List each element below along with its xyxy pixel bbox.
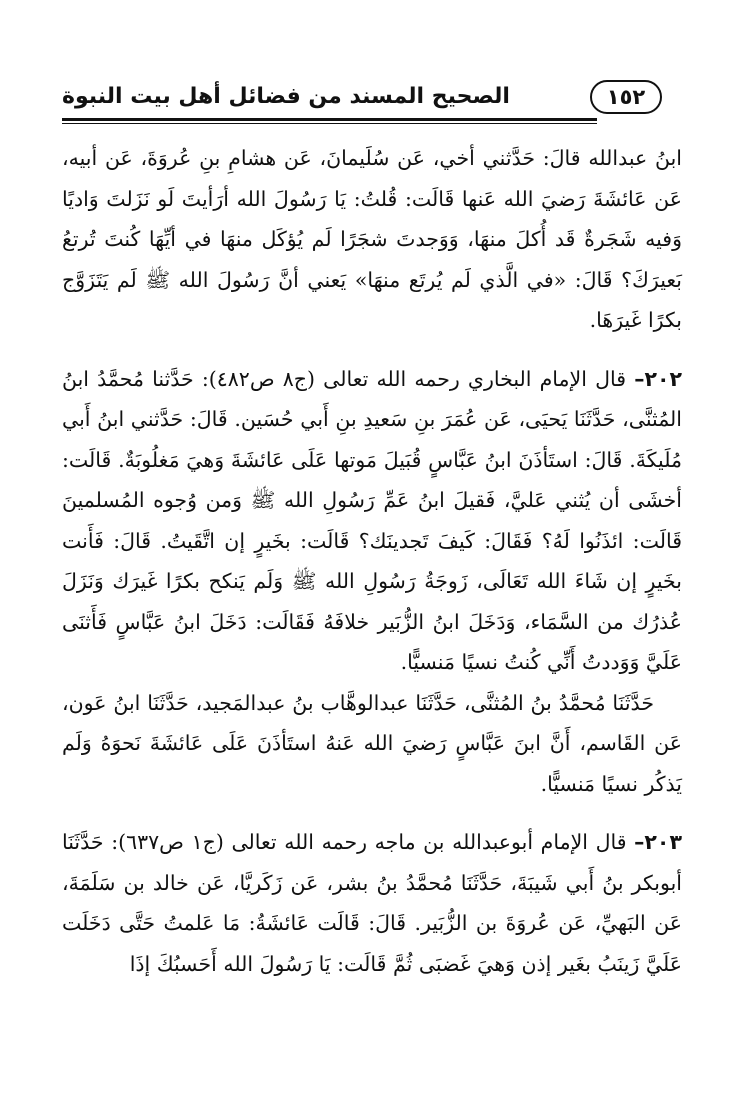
- paragraph-gap: [62, 341, 682, 359]
- hadith-202-chain: [62, 683, 682, 805]
- running-title: الصحيح المسند من فضائل أهل بيت النبوة: [62, 84, 510, 109]
- hadith-202: [62, 359, 682, 683]
- paragraph-text: قال الإمام أبوعبدالله بن ماجه رحمه الله تعالى (ج١ ص٦٣٧): حَدَّثَنَا أبوبكر بنُ أَبي شَيبَةَ، حَدَّثَنَا مُحمَّدُ بنُ بشر، عَن زَكَريَّا، عَن خالد بن سَلَمَةَ، عَن البَهيِّ، عَن عُروَةَ بن الزُّبَير. قَالَ: قَالَت عَائشَةُ: مَا عَلمتُ حَتَّى دَخَلَت عَلَيَّ زَينَبُ بغَير إذن وَهيَ غَضبَى ثُمَّ قَالَت: يَا رَسُولَ الله أَحَسبُكَ إذَا: [62, 830, 682, 976]
- hadith-number: ٢٠٣–: [634, 830, 682, 854]
- header-rule-thin: [62, 123, 597, 124]
- hadith-number: ٢٠٢–: [634, 366, 682, 391]
- page-number: ١٥٢: [590, 80, 662, 114]
- hadith-203: [62, 822, 682, 984]
- page-body: [62, 138, 682, 984]
- header-rule: [62, 118, 597, 121]
- page-header: [62, 78, 662, 122]
- paragraph-text: حَدَّثَنَا مُحمَّدُ بنُ المُثنَّى، حَدَّثَنَا عبدالوهَّاب بنُ عبدالمَجيد، حَدَّثَنَا ابنُ عَون، عَن القَاسم، أَنَّ ابنَ عَبَّاسٍ رَضيَ الله عَنهُ استَأذَنَ عَلَى عَائشَةَ نَحوَهُ وَلَم يَذكُر نسيًا مَنسيًّا.: [62, 690, 682, 796]
- paragraph-text: ابنُ عبدالله قالَ: حَدَّثني أخي، عَن سُلَيمانَ، عَن هشامِ بنِ عُروَةَ، عَن أبيه، عَن عَائشَةَ رَضيَ الله عَنها قَالَت: قُلتُ: يَا رَسُولَ الله أرَأيتَ لَو نَزَلتَ وَاديًا وَفيه شَجَرةٌ قَد أُكلَ منهَا، وَوَجدتَ شجَرًا لَم يُؤكَل منهَا في أيِّهَا كُنتَ تُرتعُ بَعيرَكَ؟ قَالَ: «في الَّذي لَم يُرتَع منهَا» يَعني أنَّ رَسُولَ الله ﷺ لَم يَتَزَوَّج بكرًا غَيرَهَا.: [62, 146, 682, 332]
- paragraph-continuation: [62, 138, 682, 341]
- paragraph-text: قال الإمام البخاري رحمه الله تعالى (ج٨ ص٤٨٢): حَدَّثنا مُحمَّدُ ابنُ المُثنَّى، حَدَّثَنَا يَحيَى، عَن عُمَرَ بنِ سَعيدِ بنِ أَبي حُسَين. قَالَ: حَدَّثني ابنُ أَبي مُلَيكَةَ. قَالَ: استَأذَنَ ابنُ عَبَّاسٍ قُبَيلَ مَوتها عَلَى عَائشَةَ وَهيَ مَغلُوبَةٌ. قَالَت: أخشَى أن يُثني عَليَّ، فَقيلَ ابنُ عَمِّ رَسُولِ الله ﷺ وَمن وُجوه المُسلمينَ قَالَت: ائذَنُوا لَهُ؟ فَقَالَ: كَيفَ تَجدينَك؟ قَالَت: بخَيرٍ إن اتَّقَيتُ. قَالَ: فَأَنت بخَيرٍ إن شَاءَ الله تَعَالَى، زَوجَةُ رَسُولِ الله ﷺ وَلَم يَنكح بكرًا غَيرَك وَنَزَلَ عُذرُك من السَّمَاء، وَدَخَلَ ابنُ الزُّبَير خلافَهُ فَقَالَت: دَخَلَ ابنُ عَبَّاسٍ فَأَثنَى عَلَيَّ وَوَددتُ أَنِّي كُنتُ نسيًا مَنسيًّا.: [62, 366, 682, 674]
- paragraph-gap: [62, 804, 682, 822]
